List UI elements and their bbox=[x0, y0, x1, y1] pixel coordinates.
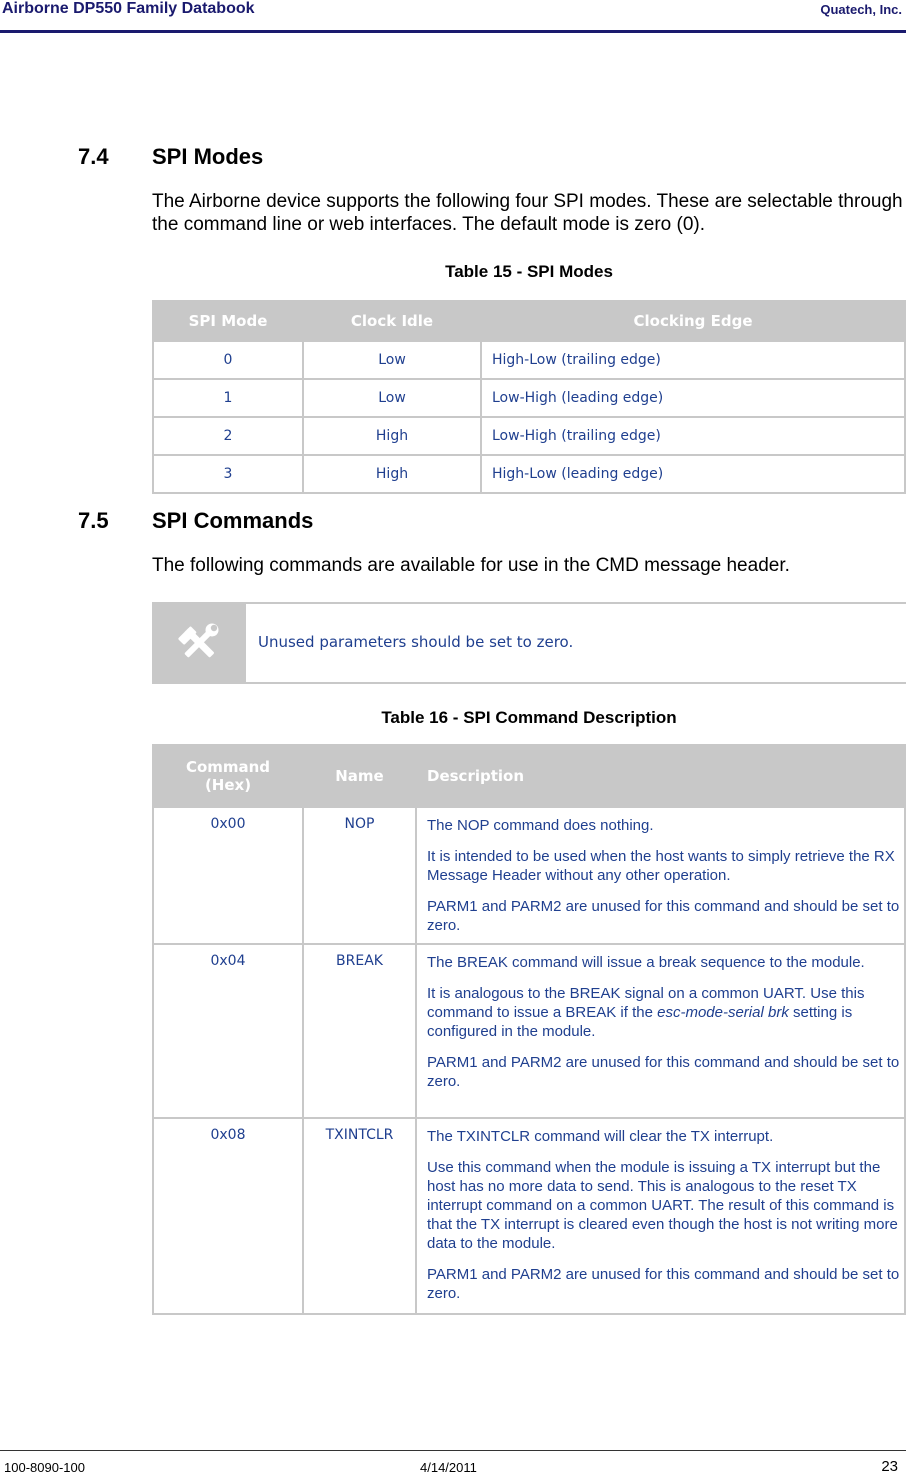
command-name: TXINTCLR bbox=[303, 1118, 416, 1314]
command-hex: 0x04 bbox=[153, 944, 303, 1118]
section-title: SPI Modes bbox=[152, 144, 264, 169]
description-line: Use this command when the module is issuing a TX interrupt but the host has no more data to send. This is analogous to the reset TX interrupt command on a common UART. The result of this command is that the TX interrupt is cleared even though the host is not writing more data to the module. bbox=[427, 1159, 898, 1252]
section-paragraph: The Airborne device supports the following four SPI modes. These are selectable through the command line or web interfaces. The default mode is zero (0). bbox=[152, 191, 903, 235]
description-line: The TXINTCLR command will clear the TX interrupt. bbox=[427, 1128, 774, 1145]
company-name: Quatech, Inc. bbox=[820, 2, 902, 17]
column-header: Description bbox=[416, 745, 905, 807]
table-cell: Low-High (trailing edge) bbox=[481, 417, 905, 455]
command-name: NOP bbox=[303, 807, 416, 944]
section-paragraph: The following commands are available for use in the CMD message header. bbox=[152, 555, 790, 576]
column-header: Clocking Edge bbox=[481, 301, 905, 341]
table-row bbox=[153, 417, 905, 455]
description-line: PARM1 and PARM2 are unused for this command and should be set to zero. bbox=[427, 1266, 900, 1302]
note-text: Unused parameters should be set to zero. bbox=[258, 633, 574, 651]
description-line: PARM1 and PARM2 are unused for this command and should be set to zero. bbox=[427, 1054, 900, 1090]
table-row bbox=[153, 455, 905, 493]
table-cell: High bbox=[303, 417, 481, 455]
table-caption: Table 15 - SPI Modes bbox=[445, 262, 613, 281]
command-description bbox=[416, 1118, 905, 1314]
column-header: Clock Idle bbox=[303, 301, 481, 341]
description-line: PARM1 and PARM2 are unused for this command and should be set to zero. bbox=[427, 898, 900, 934]
table-row bbox=[153, 944, 905, 1118]
tools-icon bbox=[152, 604, 246, 682]
table-row bbox=[153, 379, 905, 417]
spi-modes-table bbox=[152, 300, 906, 494]
table-cell: High bbox=[303, 455, 481, 493]
command-hex: 0x00 bbox=[153, 807, 303, 944]
page-number: 23 bbox=[881, 1458, 898, 1475]
table-row bbox=[153, 807, 905, 944]
table-cell: High-Low (trailing edge) bbox=[481, 341, 905, 379]
description-line: It is intended to be used when the host wants to simply retrieve the RX Message Header without any other operation. bbox=[427, 848, 895, 884]
table-cell: 2 bbox=[153, 417, 303, 455]
table-cell: Low bbox=[303, 379, 481, 417]
table-cell: 0 bbox=[153, 341, 303, 379]
table-caption: Table 16 - SPI Command Description bbox=[381, 708, 677, 727]
table-header-row bbox=[153, 301, 905, 341]
section-number: 7.5 bbox=[78, 508, 109, 533]
document-number: 100-8090-100 bbox=[4, 1460, 85, 1475]
section-number: 7.4 bbox=[78, 144, 109, 169]
document-title: Airborne DP550 Family Databook bbox=[2, 0, 255, 17]
description-line: The NOP command does nothing. bbox=[427, 817, 654, 834]
table-header-row bbox=[153, 745, 905, 807]
column-header: Command (Hex) bbox=[153, 745, 303, 807]
description-line: The BREAK command will issue a break sequence to the module. bbox=[427, 954, 865, 971]
column-header: Name bbox=[303, 745, 416, 807]
description-line: It is analogous to the BREAK signal on a common UART. Use this command to issue a BREAK if the esc-mode-serial brk setting is configured in the module. bbox=[427, 985, 865, 1040]
command-description bbox=[416, 807, 905, 944]
page-header bbox=[0, 0, 906, 33]
table-cell: High-Low (leading edge) bbox=[481, 455, 905, 493]
footer-divider bbox=[0, 1450, 906, 1451]
note-box bbox=[152, 602, 906, 684]
column-header: SPI Mode bbox=[153, 301, 303, 341]
spi-command-table bbox=[152, 744, 906, 1315]
table-cell: 1 bbox=[153, 379, 303, 417]
table-cell: Low-High (leading edge) bbox=[481, 379, 905, 417]
document-date: 4/14/2011 bbox=[420, 1460, 477, 1475]
command-name: BREAK bbox=[303, 944, 416, 1118]
table-cell: 3 bbox=[153, 455, 303, 493]
table-row bbox=[153, 1118, 905, 1314]
section-title: SPI Commands bbox=[152, 508, 314, 533]
table-row bbox=[153, 341, 905, 379]
command-description bbox=[416, 944, 905, 1118]
command-hex: 0x08 bbox=[153, 1118, 303, 1314]
table-cell: Low bbox=[303, 341, 481, 379]
